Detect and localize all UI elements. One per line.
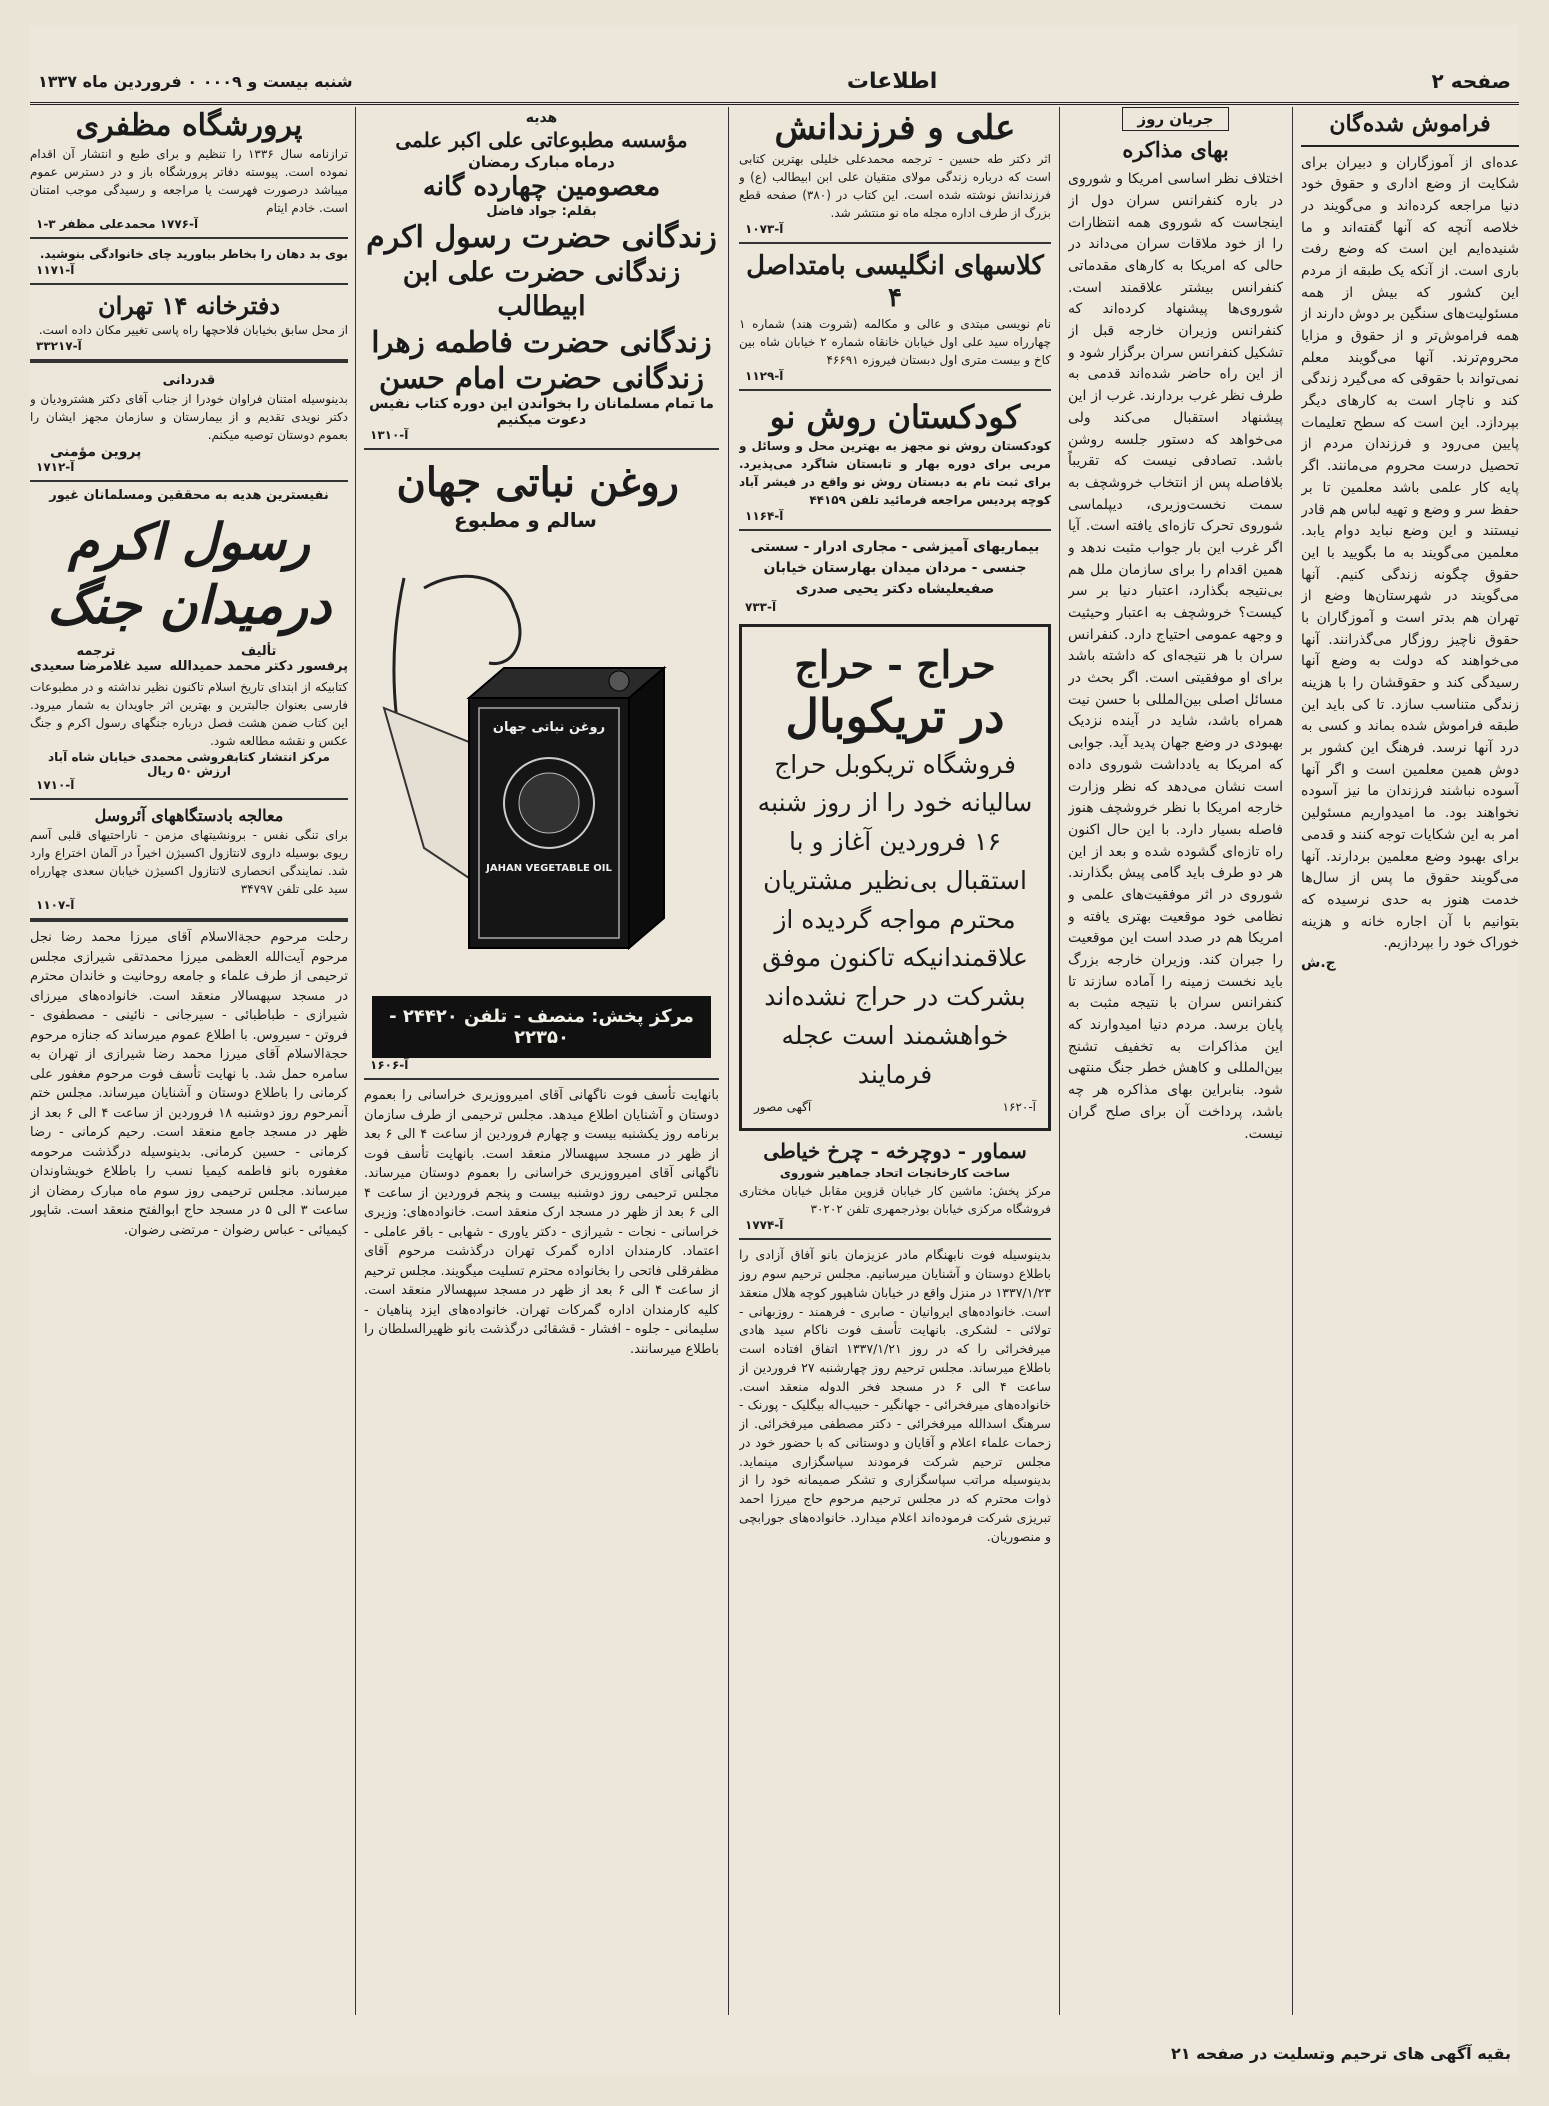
book-author-label: تألیف xyxy=(240,644,277,659)
condolences-left: رحلت مرحوم حجة‌الاسلام آقای میرزا محمد رضا نجل مرحوم آیت‌الله العظمی میرزا محمدتقی شیرازی مجلس ترحیمی از طرف علماء و جامعه روحانیت و خاندان محترم در مسجد سپهسالار منعقد است. خانواده‌های میرزای شیرازی - طباطبائی - سیرجانی - نائینی - مصطفوی - فروتن - سیروس. با اطلاع عموم میرساند که جنازه مرحوم حجةالاسلام آقای میرزا محمد رضا شیرازی از تهران به سامره حمل شد. با نهایت تأسف فوت مرحوم مغفور علی کرمانی را باطلاع دوستان و آشنایان میرساند. مجلس ختم آنمرحوم روز دوشنبه ۱۸ فروردین از ساعت ۴ الی ۶ بعد از ظهر در مسجد جامع منعقد است. رحیم کرمانی - رضا کرمانی - حسین کرمانی. بدینوسیله درگذشت مرحومه مغفوره بانو فاطمه کیمیا نسب را باطلاع خویشاوندان میرساند. مجلس ترحیمی روز سوم ماه مبارک رمضان از ساعت ۳ الی ۵ در مسجد حاج ابوالفتح منعقد است. شاپور کیمیائی - عباس رضوان - مرتضی رضوان. xyxy=(30,930,348,1238)
asthma-body: برای تنگی نفس - برونشیتهای مزمن - ناراحتیهای قلبی آسم ریوی بوسیله داروی لانتازول اکسیژن اخیراً در آلمان اختراع وارد شد. نمایندگی انحصاری لانتازول اکسیژن خیابان سعدی چهارراه سید علی تلفن ۳۴۷۹۷ xyxy=(30,828,348,896)
samovar-body: مرکز پخش: ماشین کار خیابان قزوین مقابل خیابان مختاری فروشگاه مرکزی خیابان بوذرجمهری تلفن ۳۰۲۰۲ xyxy=(739,1184,1051,1217)
book-distribution: مرکز انتشار کتابفروشی محمدی خیابان شاه آباد xyxy=(48,750,330,764)
gift-ref: آ-۱۳۱۰ xyxy=(370,428,409,442)
book-title-1: رسول اکرم xyxy=(68,511,310,571)
english-class-title: کلاسهای انگلیسی بامتداصل ۴ xyxy=(746,250,1044,313)
english-class-body: نام نویسی مبتدی و عالی و مکالمه (شروت هند) شماره ۱ چهارراه سید علی اول خیابان خانقاه شماره ۲ خیابان شاه بین کاخ و بیست متری اول دبستان فیروزه ۴۶۶۹۱ xyxy=(739,316,1051,367)
oil-can-icon xyxy=(469,668,664,948)
gift-tag: هدیه xyxy=(525,110,558,126)
asthma-title: معالجه بادستگاههای آئروسل xyxy=(94,806,284,825)
auction-ad xyxy=(739,624,1051,1132)
gift-invite: ما تمام مسلمانان را بخواندن این دوره کتاب نفیس دعوت میکنیم xyxy=(369,396,714,428)
samovar-ref: آ-۱۷۷۴ xyxy=(745,1218,784,1233)
gift-publisher: مؤسسه مطبوعاتی علی اکبر علمی xyxy=(395,128,688,152)
gift-book-3: زندگانی حضرت فاطمه زهرا xyxy=(371,324,712,359)
gift-author: بقلم: جواد فاضل xyxy=(486,203,597,219)
orphanage-body: ترازنامه سال ۱۳۳۶ را تنظیم و برای طبع و انتشار آن اقدام نموده است. پیوسته دفاتر پرورشگاه باز و در دسترس عموم میباشد درصورت فهرست یا مراجعه و رسیدگی موجب امتنان است. خادم ایتام xyxy=(30,146,348,215)
newspaper-page xyxy=(30,25,1519,2075)
editorial-title: فراموش شده‌گان xyxy=(1301,107,1519,147)
column-ads-right xyxy=(739,107,1051,2015)
oil-ad-distributor: مرکز پخش: منصف - تلفن ۲۴۴۲۰ - ۲۲۳۵۰ xyxy=(372,996,711,1058)
kindergarten-body: کودکستان روش نو مجهز به بهترین محل و وسائل و مربی برای دوره بهار و تابستان شاگرد می‌پذیرد. برای ثبت نام به دبستان روش نو واقع در فیشر آباد کوچه پردیس مراجعه فرمائید تلفن ۴۴۱۵۹ xyxy=(739,438,1051,507)
ali-book-body: اثر دکتر طه حسین - ترجمه محمدعلی خلیلی بهترین کتابی است که درباره زندگی مولای متقیان علی ابن ابیطالب (ع) و فرزندانش نوشته شده است. این کتاب در (۳۸۰) صفحه قطع بزرگ از طرف اداره مجله ماه نو منتشر شد. xyxy=(739,151,1051,220)
office-ref: آ-۳۳۲۱۷ xyxy=(36,338,82,353)
gift-book-4: زندگانی حضرت امام حسن xyxy=(378,360,705,395)
gift-series: معصومین چهارده گانه xyxy=(422,172,661,202)
section-tag: جریان روز xyxy=(1122,107,1228,131)
column-jarian xyxy=(1068,107,1283,2015)
orphanage-ref: ۱-۳ آ-۱۷۷۶ محمدعلی مظفر xyxy=(36,216,199,231)
office-body: از محل سابق بخیابان فلاحچها راه پاسی تغییر مکان داده است. xyxy=(38,322,348,337)
oil-can-label: JAHAN VEGETABLE OIL xyxy=(486,863,612,874)
column-rule xyxy=(1292,107,1293,2015)
samovar-subtitle: ساخت کارخانجات اتحاد جماهیر شوروی xyxy=(779,1166,1011,1181)
gift-book-1: زندگانی حضرت رسول اکرم xyxy=(366,219,717,255)
tea-ad-ref: آ-۱۱۷۱ xyxy=(36,262,75,277)
kindergarten-title: کودکستان روش نو xyxy=(769,397,1021,436)
editorial-body: عده‌ای از آموزگاران و دبیران برای شکایت از وضع اداری و حقوق خود دنیا مراجعه کرده‌اند و می‌گویند در خلاصه آنچه که آنها گفته‌اند و ما شنیده‌ایم این است که وضع رفت باری است. از آنکه یک طبقه از مردم این کشور که بیش از همه مسئولیت‌های سنگین بر دوش دارند از همه فراموش‌تر و از حقوق و مزایا محروم‌ترند. آنها می‌گویند معلم نمی‌تواند با حقوقی که می‌گیرد زندگی کند و ناچار است به کارهای دیگر بپردازد. این است که سطح تعلیمات پایین می‌رود و فرزندان مردم از تحصیل درست محروم می‌مانند. اگر پایه کار علمی باشد معلمین تا بر حفظ سر و وضع و تهیه لباس هم قادر نیستند و این وضع نباید دوام یابد. معلمین می‌گویند به ما بگویید با این حقوق چگونه زندگی کنیم. آنها می‌گویند در شهرستان‌ها وضع از تهران هم بدتر است و آموزگاران با حقوق ناچیز روزگار می‌گذرانند. آنها می‌خواهند که دولت به وضع آنها رسیدگی کند و حقوقشان را با هزینه زندگی متناسب سازد. تا کی باید این طبقه فراموش شده بماند و کسی به درد آنها نرسد. فرهنگ این کشور بر دوش همین معلمین است و اگر آنها آسوده نباشند فرزندان ما نیز آسوده نخواهند بود. ما امیدواریم مسئولین امر به این شکایات توجه کنند و قدمی برای بهبود وضع معلمین بردارند. آنها می‌گویند حقوق ما پس از سال‌ها خدمت هنوز به حدی نرسیده که بتوانیم با آن اجاره خانه و هزینه خوراک خود را بپردازیم. xyxy=(1301,154,1519,952)
gift-book-2: زندگانی حضرت علی ابن ابیطالب xyxy=(402,257,681,322)
page-header xyxy=(30,60,1519,105)
ali-book-ref: آ-۱۰۷۳ xyxy=(745,221,784,236)
kindergarten-ref: آ-۱۱۶۴ xyxy=(745,508,784,523)
column-rule xyxy=(728,107,729,2015)
book-translator-label: ترجمه xyxy=(76,644,116,659)
oil-ad-illustration xyxy=(364,548,719,1018)
english-class-ref: آ-۱۱۲۹ xyxy=(745,368,784,383)
editorial-signature: ج.ش xyxy=(1301,954,1336,971)
oil-ad-tagline: سالم و مطبوع xyxy=(454,508,597,532)
gift-occasion: درماه مبارک رمضان xyxy=(468,153,615,171)
book-author: پرفسور دکتر محمد حمیدالله xyxy=(169,659,348,674)
tea-ad-body: بوی بد دهان را بخاطر بیاورید چای خانوادگی بنوشید. xyxy=(39,246,348,261)
auction-ref: آ-۱۶۲۰ xyxy=(1002,1100,1036,1115)
page-label: صفحه ۲ xyxy=(1431,69,1511,93)
column-editorial xyxy=(1301,107,1519,2015)
notices-center-text: بانهایت تأسف فوت ناگهانی آقای امیرووزیری خراسانی را بعموم دوستان و آشنایان اطلاع میدهد. مجلس ترحیمی از طرف سازمان برنامه روز یکشنبه بیست و چهارم فروردین از ساعت ۴ الی ۶ بعد از ظهر در مسجد سپهسالار منعقد است. بانهایت تأسف فوت ناگهانی آقای امیرووزیری خراسانی را بعموم دوستان میرساند. مجلس ترحیمی روز دوشنبه بیست و پنجم فروردین از ساعت ۴ الی ۶ بعد از ظهر در مسجد ارک منعقد است. خانواده‌های: وزیری خراسانی - نجات - شیرازی - دکتر یاوری - شهابی - باقر عاملی - اعتماد. کارمندان اداره گمرک تهران درگذشت مرحوم آقای مظفرقلی فاتحی را بخانواده محترم تسلیت میگویند. مجلس ترحیم از ساعت ۴ الی ۶ بعد از ظهر در مسجد سپهسالار منعقد است. کلیه کارمندان اداره گمرکات تهران. خانواده‌های ایزد پناهیان - سلیمانی - جلوه - افشار - قشقائی درگذشت بانو ظهیرالسلطان را باطلاع میرسانند. xyxy=(364,1088,719,1357)
clinic-text: بیماریهای آمیزشی - مجاری ادرار - سستی جنسی - مردان میدان بهارستان خیابان صفیعلیشاه دکتر یحیی صدری xyxy=(750,538,1040,597)
thanks-sign: پروین مؤمنی xyxy=(50,443,142,460)
continuation-footer: بقیه آگهی های ترحیم وتسلیت در صفحه ۲۱ xyxy=(1170,2044,1511,2063)
jarian-title: بهای مذاکره xyxy=(1122,137,1229,162)
oil-ad-ref: آ-۱۶۰۶ xyxy=(370,1058,409,1072)
thanks-tag: قدردانی xyxy=(162,372,216,388)
book-price: ارزش ۵۰ ریال xyxy=(147,764,231,778)
auction-agency: آگهی مصور xyxy=(754,1100,812,1115)
samovar-title: سماور - دوچرخه - چرخ خیاطی xyxy=(763,1139,1027,1164)
issue-date: شنبه بیست و ۰۰۰۹ ۰ فروردین ماه ۱۳۳۷ xyxy=(38,71,353,91)
orphanage-title: پرورشگاه مظفری xyxy=(75,108,303,143)
column-left xyxy=(30,107,348,2015)
clinic-ref: آ-۷۳۳ xyxy=(745,599,777,614)
notices-right-text: بدینوسیله فوت نابهنگام مادر عزیزمان بانو آفاق آزادی را باطلاع دوستان و آشنایان میرسانیم. مجلس ترحیم سوم روز ۱۳۳۷/۱/۲۳ در منزل واقع در خیابان شاهپور کوچه هلال منعقد است. خانواده‌های ایروانیان - صابری - فرهمند - روزبهانی - تولائی - لشکری. بانهایت تأسف فوت ناکام سید هادی میرفخرائی را که در روز ۱۳۳۷/۱/۲۱ اتفاق افتاده است باطلاع میرساند. مجلس ترحیم روز چهارشنبه ۲۷ فروردین از ساعت ۴ الی ۶ در مسجد فخر الدوله منعقد است. خانواده‌های میرفخرائی - جهانگیر - حبیب‌اله بیگلیک - پورنک - سرهنگ اسدالله میرفخرائی - دکتر مصطفی میرفخرائی. از زحمات علماء اعلام و آقایان و دوستانی که با حضور خود در مجلس ترحیم شرکت فرمودند سپاسگزاری مینماید. بدینوسیله مراتب سپاسگزاری و تشکر صمیمانه خود را از ذوات محترم که در مجلس ترحیم مرحوم حاج میرزا احمد تبریزی شرکت فرموده‌اند اعلام میدارد. خانواده‌های جورابچی و منصوریان. xyxy=(739,1247,1051,1544)
thanks-body: بدینوسیله امتنان فراوان خودرا از جناب آقای دکتر هشترودیان و دکتر نویدی تقدیم و از بیمارستان و سازمان مجهز ایشان را بعموم دوستان توصیه میکنم. xyxy=(30,391,348,442)
column-rule xyxy=(1059,107,1060,2015)
auction-body: فروشگاه تریکوبل حراج سالیانه خود را از روز شنبه ۱۶ فروردین آغاز و با استقبال بی‌نظیر مشتریان محترم مواجه گردیده از علاقمندانیکه تاکنون موفق بشرکت در حراج نشده‌اند خواهشمند است عجله فرمایند xyxy=(757,749,1033,1089)
book-tag: نفیسترین هدیه به محققین ومسلمانان غیور xyxy=(49,487,329,503)
column-rule xyxy=(355,107,356,2015)
jarian-body: اختلاف نظر اساسی امریکا و شوروی در باره کنفرانس سران دول از اینجاست که شوروی همه انتظارات را از خود ملاقات سران می‌داند در حالی که امریکا به کارهای مقدماتی کنفرانس بیشتر علاقمند است. شوروی‌ها پیشنهاد کرده‌اند که کنفرانس وزیران خارجه قبل از تشکیل کنفرانس سران برگزار شود و از این راه حاضر شده‌اند قدمی به طرف نظر غرب بردارند. غرب از این پیشنهاد استقبال می‌کند ولی می‌خواهد که دستور جلسه روشن باشد. تصادفی نیست که تقریباً بلافاصله پس از انتخاب خروشچف به سمت نخست‌وزیری، دیپلماسی شوروی تحرک تازه‌ای یافته است. آیا اگر غرب این بار جواب مثبت ندهد و همین اقدام را برای سازمان ملل هم بی‌نتیجه بگذارد، اعتبار دنیا بر سر کیست؟ خروشچف به اعتبار وحیثیت و وجهه عمومی احتیاج دارد. کنفرانس سران با هر نتیجه‌ای که داشته باشد برای او موفقیتی است. اگر بحث در مسائل اصلی بین‌المللی با حسن نیت همراه باشد، شاید در آینده نزدیک بهبودی در وضع جهان پدید آید. جوابی که امریکا به یادداشت شوروی داده است نشان می‌دهد که نظر وزارت خارجه امریکا با نظر خروشچف هنوز فاصله بسیار دارد. با این حال اکنون راه تازه‌ای گشوده شده و بعد از این هر دو طرف باید گامی پیش بگذارند. شوروی در اثر موفقیت‌های علمی و نظامی خود موقعیت بهتری یافته و امریکا هم در صدد است این موقعیت را جبران کند. وزیران خارجه بزرگ باید نخست زمینه را آماده سازند تا کنفرانس سران با نتیجه مثبت به پایان برسد. مردم دنیا امیدوارند که این مذاکرات به تخفیف تشنج بین‌المللی و کاهش خطر جنگ منتهی شود. بنابراین بهای مذاکره هر چه باشد، پرداخت آن برای صلح گران نیست. xyxy=(1068,171,1283,1142)
auction-subtitle: در تریکوبال xyxy=(785,689,1005,743)
auction-title: حراج - حراج xyxy=(794,641,996,687)
book-ref: آ-۱۷۱۰ xyxy=(36,778,75,792)
book-translator: سید غلامرضا سعیدی xyxy=(30,659,162,674)
thanks-ref: آ-۱۷۱۲ xyxy=(36,459,75,474)
book-body: کتابیکه از ابتدای تاریخ اسلام تاکنون نظیر نداشته و در مطبوعات فارسی بعنوان جالبترین و بهترین اثر جاویدان به شمار میرود. این کتاب ضمن هشت فصل درباره جنگهای رسول اکرم و جنگ عکس و نقشه مطالعه شود. xyxy=(30,680,348,748)
office-title: دفترخانه ۱۴ تهران xyxy=(97,290,281,320)
oil-ad xyxy=(364,458,719,1058)
column-ads-center xyxy=(364,107,719,2015)
oil-ad-title: روغن نباتی جهان xyxy=(396,459,679,506)
oil-can-title: روغن نباتی جهان xyxy=(492,720,606,735)
asthma-ref: آ-۱۱۰۷ xyxy=(36,898,75,912)
ali-book-title: علی و فرزندانش xyxy=(774,108,1016,148)
newspaper-name: اطلاعات xyxy=(846,68,938,94)
book-title-2: درمیدان جنگ xyxy=(46,575,332,636)
